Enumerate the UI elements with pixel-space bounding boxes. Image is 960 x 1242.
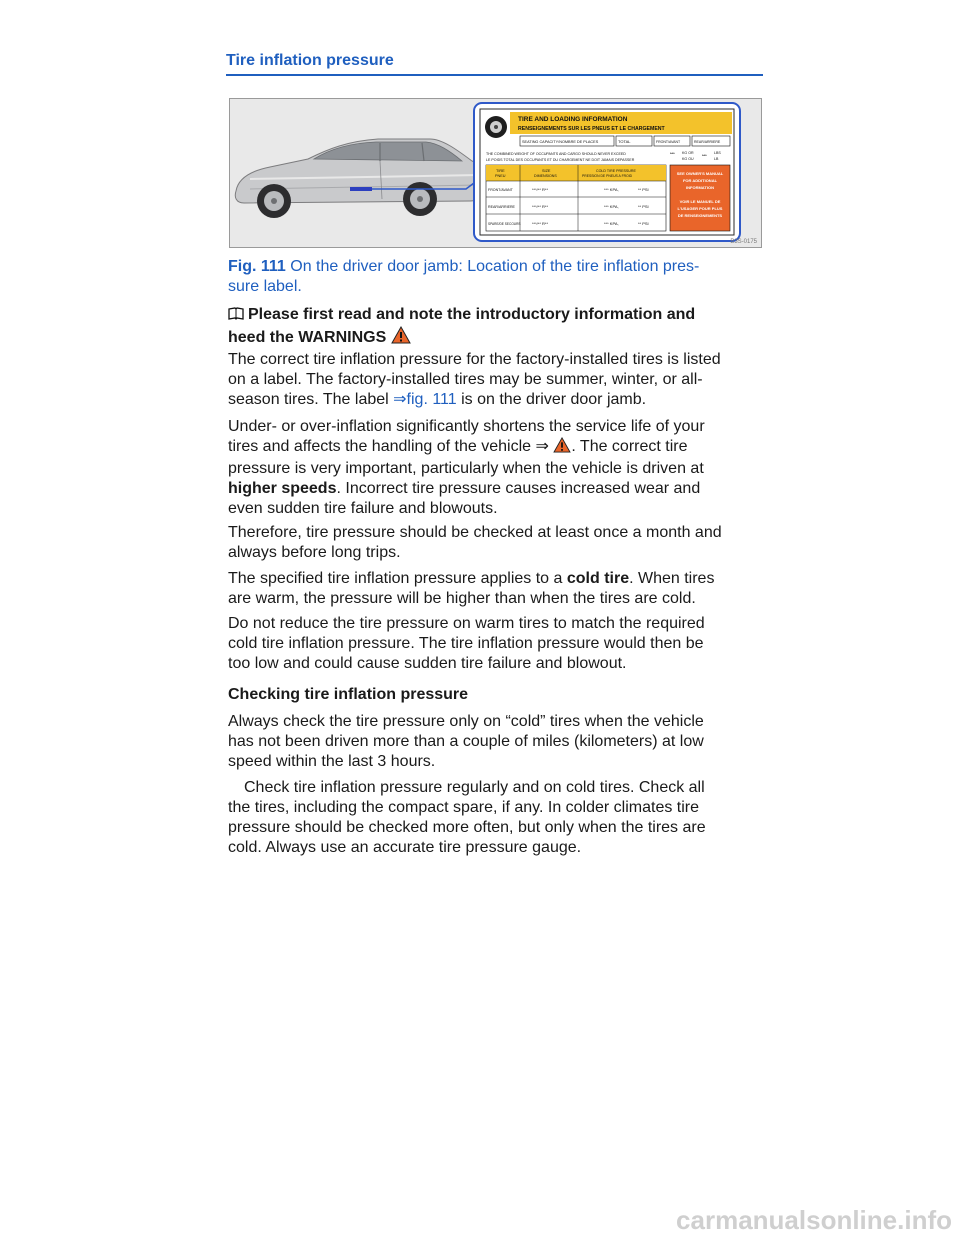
label-psi-spare: ** PSI (638, 221, 649, 226)
figure-111 (229, 98, 762, 248)
figure-label: Fig. 111 (228, 258, 286, 275)
car-illustration (235, 139, 485, 218)
paragraph-6: Always check the tire pressure only on “cold” tires when the vehicle has not been driven more than a couple of miles (kilometers) at low speed within the last 3 hours. (228, 713, 704, 770)
label-weight-1: THE COMBINED WEIGHT OF OCCUPANTS AND CARGO SHOULD NEVER EXCEED (486, 152, 626, 156)
figure-code: B3S-0175 (730, 239, 757, 245)
label-kg-or: KG OR (682, 151, 694, 155)
label-total: TOTAL (618, 139, 631, 144)
label-row-rear: REAR/ARRIERE (488, 205, 515, 209)
label-col-tire: TIRE (496, 169, 505, 173)
label-front: FRONT/AVANT (656, 140, 681, 144)
label-row-spare: SPARE/DE SECOURS (488, 222, 521, 226)
paragraph-1: The correct tire inflation pressure for the factory-installed tires is listed on a label. The factory-installed tires may be summer, winter, or all- season tires. The label ⇒fig. 111 is on the driver door jamb. (228, 351, 721, 408)
intro-note: Please first read and note the introductory information and heed the WARNINGS (228, 305, 763, 350)
page-title: Tire inflation pressure (226, 52, 763, 76)
svg-text:DE RENSEIGNEMENTS: DE RENSEIGNEMENTS (677, 213, 723, 218)
label-size-spare: ***/** R** (532, 221, 549, 226)
label-size-rear: ***/** R** (532, 204, 549, 209)
warning-icon (391, 326, 411, 350)
fig-111-link[interactable]: ⇒fig. 111 (393, 391, 457, 408)
label-rear: REAR/ARRIERE (694, 140, 721, 144)
svg-text:VOIR LE MANUEL DE: VOIR LE MANUEL DE (679, 199, 721, 204)
label-lbs: LBS (714, 151, 721, 155)
label-kpa-front: *** KPA, (604, 187, 619, 192)
label-col-pressure-2: PRESSION DE PNEUS A FROID (582, 174, 633, 178)
label-stars-1: *** (670, 151, 675, 156)
label-col-pneu: PNEU (495, 174, 506, 178)
figure-caption: Fig. 111 On the driver door jamb: Location of the tire inflation pres- sure label. (228, 258, 700, 295)
warning-icon[interactable] (553, 437, 571, 459)
label-col-dimensions: DIMENSIONS (534, 174, 557, 178)
label-col-pressure-1: COLD TIRE PRESSURE (596, 169, 636, 173)
svg-text:SEE OWNER'S MANUAL: SEE OWNER'S MANUAL (676, 171, 724, 176)
label-lb: LB (714, 157, 719, 161)
label-kpa-spare: *** KPA, (604, 221, 619, 226)
watermark: carmanualsonline.info (676, 1205, 952, 1235)
svg-text:INFORMATION: INFORMATION (686, 185, 714, 190)
label-psi-rear: ** PSI (638, 204, 649, 209)
paragraph-4: The specified tire inflation pressure applies to a cold tire. When tires are warm, the pressure will be higher than when the tires are cold. (228, 570, 715, 607)
label-row-front: FRONT/AVANT (488, 188, 513, 192)
label-size-front: ***/** R** (532, 187, 549, 192)
label-title-2: RENSEIGNEMENTS SUR LES PNEUS ET LE CHARGEMENT (518, 126, 665, 132)
label-stars-2: *** (702, 153, 707, 158)
label-kg-ou: KG OU (682, 157, 694, 161)
paragraph-7: Check tire inflation pressure regularly and on cold tires. Check all the tires, including the compact spare, if any. In colder climates tire pressure should be checked more often, but only when the tires are cold. Always use an accurate tire pressure gauge. (228, 779, 706, 856)
label-kpa-rear: *** KPA, (604, 204, 619, 209)
label-weight-2: LE POIDS TOTAL DES OCCUPANTS ET DU CHARGEMENT NE DOIT JAMAIS DEPASSER (486, 158, 635, 162)
label-seating: SEATING CAPACITY/NOMBRE DE PLACES (522, 140, 599, 144)
paragraph-3: Therefore, tire pressure should be checked at least once a month and always before long trips. (228, 524, 722, 561)
paragraph-5: Do not reduce the tire pressure on warm tires to match the required cold tire inflation pressure. The tire inflation pressure would then be too low and could cause sudden tire failure and blowout. (228, 615, 705, 672)
svg-text:L'USAGER POUR PLUS: L'USAGER POUR PLUS (677, 206, 723, 211)
book-icon (228, 306, 244, 326)
paragraph-2: Under- or over-inflation significantly shortens the service life of your tires and affects the handling of the vehicle ⇒ . The correct tire pressure is very important, particularly when the vehicle is driven at higher speeds. Incorrect tire pressure causes increased wear and even sudden tire failure and blowouts. (228, 418, 705, 517)
svg-text:FOR ADDITIONAL: FOR ADDITIONAL (682, 178, 718, 183)
figure-illustration (230, 99, 762, 248)
label-psi-front: ** PSI (638, 187, 649, 192)
label-title-1: TIRE AND LOADING INFORMATION (518, 116, 628, 123)
section-heading: Checking tire inflation pressure (228, 686, 469, 703)
label-col-size: SIZE (542, 169, 551, 173)
